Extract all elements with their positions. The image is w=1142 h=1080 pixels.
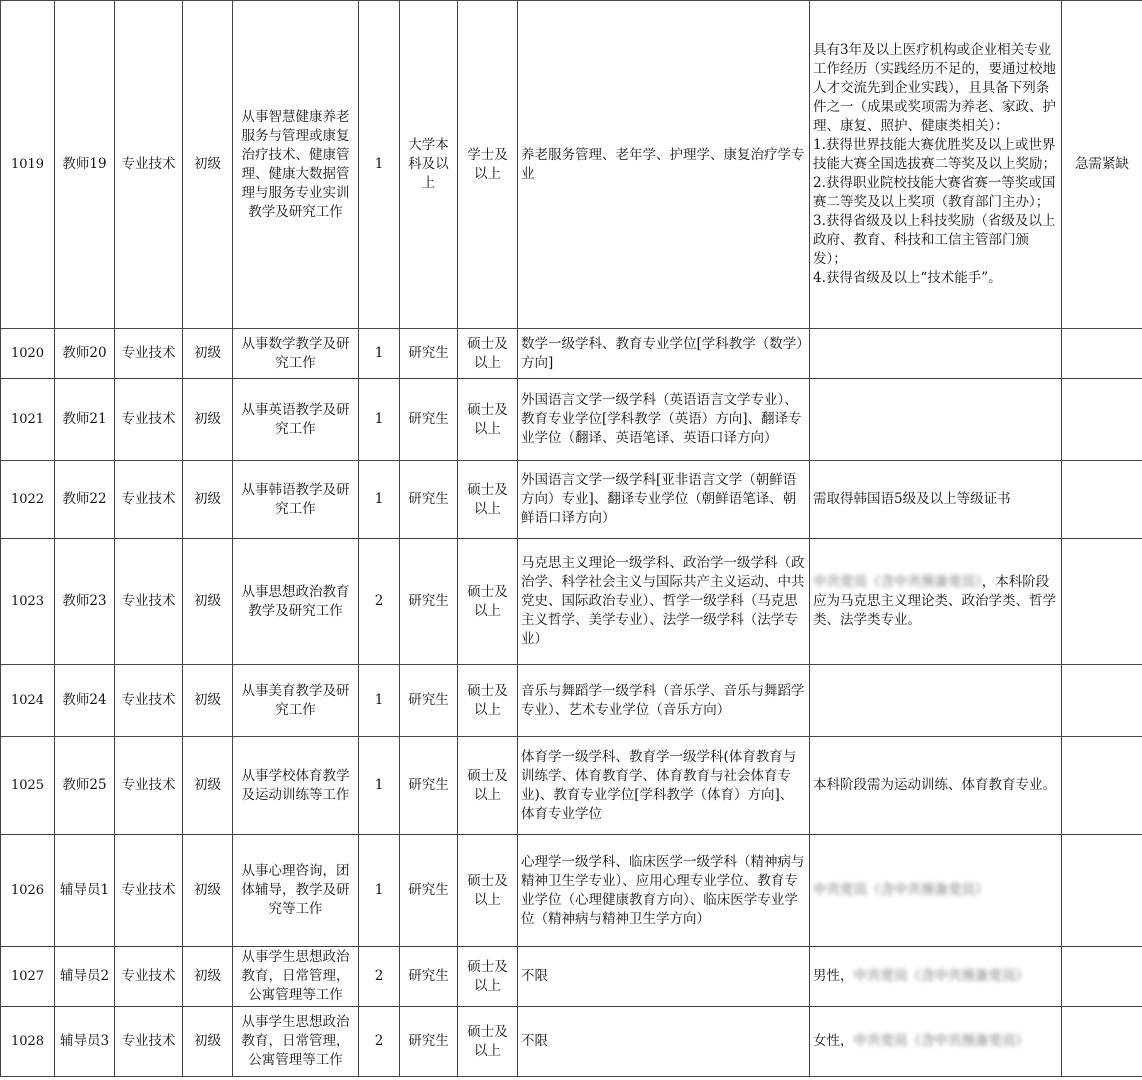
position-code-text: 1022: [10, 492, 45, 507]
position-title-cell: [55, 539, 115, 665]
position-title-text: 辅导员1: [59, 882, 110, 898]
remark-cell: [1062, 329, 1142, 379]
education-cell: [400, 1007, 458, 1077]
degree-text: 硕士及以上: [467, 335, 508, 371]
position-category-cell: [115, 1, 183, 329]
table-row: [1, 947, 1142, 1007]
position-category-cell: [115, 947, 183, 1007]
remark-cell: [1062, 947, 1142, 1007]
education-text: 研究生: [408, 593, 449, 609]
remark-cell: [1062, 379, 1142, 461]
remark-text: 急需紧缺: [1075, 156, 1129, 172]
position-title-text: 辅导员3: [59, 1033, 110, 1049]
table-row: [1, 737, 1142, 835]
job-duty-cell: [233, 329, 359, 379]
major-text: 马克思主义理论一级学科、政治学一级学科（政治学、科学社会主义与国际共产主义运动、中共党史、国际政治专业）、哲学一级学科（马克思主义哲学、美学专业）、法学一级学科（法学专业）: [521, 555, 805, 647]
position-level-cell: [183, 539, 233, 665]
position-code-text: 1021: [10, 412, 45, 427]
education-text: 研究生: [408, 345, 449, 361]
position-code-text: 1027: [10, 969, 45, 984]
education-text: 研究生: [408, 882, 449, 898]
job-duty-text: 从事英语教学及研究工作: [241, 401, 350, 437]
requirements-text: 男性，: [813, 968, 854, 984]
position-code-cell: [1, 461, 55, 539]
job-duty-cell: [233, 947, 359, 1007]
table-row: [1, 379, 1142, 461]
position-title-cell: [55, 329, 115, 379]
position-code-cell: [1, 737, 55, 835]
position-title-cell: [55, 379, 115, 461]
headcount-text: 2: [374, 968, 384, 984]
position-title-cell: [55, 835, 115, 947]
position-level-text: 初级: [194, 968, 221, 984]
remark-cell: [1062, 737, 1142, 835]
requirements-text: 具有3年及以上医疗机构或企业相关专业工作经历（实践经历不足的，要通过校地人才交流先到企业实践），且具备下列条件之一（成果或奖项需为养老、家政、护理、康复、照护、健康类相关）： 1.获得世界技能大赛优胜奖及以上或世界技能大赛全国选拔赛二等奖及以上奖励； 2.获得职业院校技能大赛省赛一等奖或国赛二等奖及以上奖项（教育部门主办）； 3.获得省级及以上科技奖励（省级及以上政府、教育、科技和工信主管部门颁发）； 4.获得省级及以上“技术能手”。: [813, 42, 1056, 286]
requirements-cell: [810, 947, 1062, 1007]
redacted-text: 中共党员（含中共预备党员）: [813, 574, 982, 590]
position-code-cell: [1, 1007, 55, 1077]
table-row: [1, 539, 1142, 665]
education-text: 大学本科及以上: [408, 137, 449, 191]
education-cell: [400, 539, 458, 665]
position-category-cell: [115, 1007, 183, 1077]
job-duty-text: 从事学生思想政治教育，日常管理，公寓管理等工作: [241, 1014, 350, 1068]
degree-cell: [458, 947, 518, 1007]
headcount-cell: [359, 737, 400, 835]
headcount-cell: [359, 1, 400, 329]
requirements-text: 需取得韩国语5级及以上等级证书: [813, 491, 1011, 507]
position-level-text: 初级: [194, 692, 221, 708]
job-duty-cell: [233, 835, 359, 947]
redacted-text: 中共党员（含中共预备党员）: [813, 882, 989, 898]
table-row: [1, 461, 1142, 539]
headcount-cell: [359, 379, 400, 461]
job-duty-text: 从事韩语教学及研究工作: [241, 481, 350, 517]
headcount-text: 1: [374, 491, 384, 507]
degree-cell: [458, 835, 518, 947]
requirements-text: 本科阶段需为运动训练、体育教育专业。: [813, 777, 1056, 793]
degree-text: 硕士及以上: [467, 767, 508, 803]
requirements-cell: [810, 665, 1062, 737]
position-title-cell: [55, 461, 115, 539]
major-cell: [518, 835, 810, 947]
position-category-text: 专业技术: [121, 968, 176, 984]
headcount-text: 1: [374, 882, 384, 898]
position-category-cell: [115, 329, 183, 379]
position-level-text: 初级: [194, 345, 221, 361]
degree-cell: [458, 1007, 518, 1077]
degree-cell: [458, 379, 518, 461]
degree-cell: [458, 461, 518, 539]
major-text: 心理学一级学科、临床医学一级学科（精神病与精神卫生学专业）、应用心理专业学位、教育专业学位（心理健康教育方向）、临床医学专业学位（精神病与精神卫生学方向）: [521, 853, 805, 927]
table-row: [1, 329, 1142, 379]
major-text: 体育学一级学科、教育学一级学科(体育教育与训练学、体育教育学、体育教育与社会体育专业)、教育专业学位[学科教学（体育）方向]、体育专业学位: [521, 748, 797, 822]
position-title-text: 教师19: [62, 156, 107, 172]
job-duty-cell: [233, 461, 359, 539]
headcount-cell: [359, 665, 400, 737]
position-category-text: 专业技术: [121, 1033, 176, 1049]
position-level-cell: [183, 737, 233, 835]
position-code-text: 1019: [10, 157, 45, 172]
major-text: 不限: [521, 1033, 548, 1049]
position-title-text: 教师24: [62, 692, 107, 708]
position-category-cell: [115, 539, 183, 665]
redacted-text: 中共党员（含中共预备党员）: [853, 968, 1029, 984]
headcount-text: 1: [374, 692, 384, 708]
position-category-text: 专业技术: [121, 491, 176, 507]
job-duty-text: 从事美育教学及研究工作: [241, 682, 350, 718]
position-title-cell: [55, 947, 115, 1007]
headcount-cell: [359, 461, 400, 539]
position-category-cell: [115, 835, 183, 947]
headcount-cell: [359, 835, 400, 947]
job-duty-text: 从事心理咨询，团体辅导，教学及研究等工作: [241, 863, 350, 917]
major-cell: [518, 665, 810, 737]
table-body: [1, 1, 1142, 1077]
major-cell: [518, 1, 810, 329]
requirements-cell: [810, 379, 1062, 461]
degree-text: 硕士及以上: [467, 682, 508, 718]
education-cell: [400, 461, 458, 539]
requirements-text: 女性，: [813, 1033, 854, 1049]
position-category-text: 专业技术: [121, 593, 176, 609]
position-category-text: 专业技术: [121, 777, 176, 793]
position-category-text: 专业技术: [121, 882, 176, 898]
headcount-cell: [359, 947, 400, 1007]
position-code-text: 1028: [10, 1034, 45, 1049]
requirements-cell: [810, 737, 1062, 835]
degree-text: 硕士及以上: [467, 1023, 508, 1059]
redacted-text: 中共党员（含中共预备党员）: [853, 1033, 1029, 1049]
major-cell: [518, 329, 810, 379]
position-level-text: 初级: [194, 411, 221, 427]
education-cell: [400, 947, 458, 1007]
requirements-cell: [810, 539, 1062, 665]
position-level-text: 初级: [194, 491, 221, 507]
requirements-text: ，本科阶段应为马克思主义理论类、政治学类、哲学类、法学类专业。: [813, 574, 1056, 628]
position-level-cell: [183, 1, 233, 329]
education-cell: [400, 835, 458, 947]
education-text: 研究生: [408, 1033, 449, 1049]
position-title-cell: [55, 1, 115, 329]
headcount-cell: [359, 1007, 400, 1077]
table-row: [1, 835, 1142, 947]
position-category-text: 专业技术: [121, 156, 176, 172]
requirements-cell: [810, 835, 1062, 947]
position-level-cell: [183, 1007, 233, 1077]
job-duty-cell: [233, 539, 359, 665]
remark-cell: [1062, 1007, 1142, 1077]
major-text: 养老服务管理、老年学、护理学、康复治疗学专业: [521, 146, 805, 182]
degree-text: 硕士及以上: [467, 872, 508, 908]
position-title-text: 辅导员2: [59, 968, 110, 984]
degree-text: 硕士及以上: [467, 958, 508, 994]
position-category-cell: [115, 379, 183, 461]
position-level-cell: [183, 379, 233, 461]
headcount-text: 2: [374, 593, 384, 609]
major-text: 数学一级学科、教育专业学位[学科教学（数学）方向]: [521, 335, 804, 371]
major-cell: [518, 461, 810, 539]
position-title-cell: [55, 1007, 115, 1077]
education-text: 研究生: [408, 491, 449, 507]
position-title-cell: [55, 665, 115, 737]
education-cell: [400, 1, 458, 329]
position-code-text: 1026: [10, 883, 45, 898]
position-level-cell: [183, 947, 233, 1007]
job-duty-text: 从事思想政治教育教学及研究工作: [241, 583, 350, 619]
remark-cell: [1062, 835, 1142, 947]
position-level-cell: [183, 665, 233, 737]
headcount-text: 1: [374, 777, 384, 793]
job-duty-cell: [233, 1007, 359, 1077]
education-text: 研究生: [408, 968, 449, 984]
position-level-cell: [183, 835, 233, 947]
degree-text: 硕士及以上: [467, 481, 508, 517]
position-title-text: 教师20: [62, 345, 107, 361]
position-category-cell: [115, 461, 183, 539]
headcount-cell: [359, 539, 400, 665]
requirements-cell: [810, 1, 1062, 329]
position-category-cell: [115, 665, 183, 737]
position-title-cell: [55, 737, 115, 835]
requirements-cell: [810, 461, 1062, 539]
education-text: 研究生: [408, 777, 449, 793]
position-category-cell: [115, 737, 183, 835]
degree-cell: [458, 737, 518, 835]
job-duty-cell: [233, 737, 359, 835]
position-title-text: 教师22: [62, 491, 107, 507]
major-text: 外国语言文学一级学科（英语语言文学专业）、教育专业学位[学科教学（英语）方向]、翻译专业学位（翻译、英语笔译、英语口译方向）: [521, 392, 802, 446]
job-duty-cell: [233, 1, 359, 329]
education-text: 研究生: [408, 411, 449, 427]
requirements-cell: [810, 329, 1062, 379]
major-text: 音乐与舞蹈学一级学科（音乐学、音乐与舞蹈学专业）、艺术专业学位（音乐方向）: [521, 682, 805, 718]
position-code-cell: [1, 947, 55, 1007]
job-duty-cell: [233, 665, 359, 737]
position-title-text: 教师25: [62, 777, 107, 793]
education-cell: [400, 737, 458, 835]
major-cell: [518, 539, 810, 665]
job-duty-text: 从事智慧健康养老服务与管理或康复治疗技术、健康管理、健康大数据管理与服务专业实训教学及研究工作: [241, 108, 350, 220]
position-code-cell: [1, 539, 55, 665]
position-code-cell: [1, 835, 55, 947]
requirements-cell: [810, 1007, 1062, 1077]
job-duty-text: 从事学校体育教学及运动训练等工作: [241, 767, 350, 803]
degree-text: 硕士及以上: [467, 583, 508, 619]
headcount-text: 1: [374, 411, 384, 427]
remark-cell: [1062, 539, 1142, 665]
headcount-text: 2: [374, 1033, 384, 1049]
major-cell: [518, 947, 810, 1007]
degree-text: 学士及以上: [467, 146, 508, 182]
education-cell: [400, 665, 458, 737]
major-cell: [518, 1007, 810, 1077]
major-text: 外国语言文学一级学科[亚非语言文学（朝鲜语方向）专业]、翻译专业学位（朝鲜语笔译、朝鲜语口译方向）: [521, 472, 797, 526]
position-level-text: 初级: [194, 777, 221, 793]
degree-cell: [458, 665, 518, 737]
degree-cell: [458, 329, 518, 379]
major-cell: [518, 379, 810, 461]
job-duty-cell: [233, 379, 359, 461]
major-text: 不限: [521, 968, 548, 984]
education-cell: [400, 329, 458, 379]
position-code-cell: [1, 379, 55, 461]
position-category-text: 专业技术: [121, 692, 176, 708]
remark-cell: [1062, 665, 1142, 737]
major-cell: [518, 737, 810, 835]
remark-cell: [1062, 1, 1142, 329]
table-row: [1, 1007, 1142, 1077]
degree-cell: [458, 1, 518, 329]
headcount-cell: [359, 329, 400, 379]
degree-text: 硕士及以上: [467, 401, 508, 437]
remark-cell: [1062, 461, 1142, 539]
position-title-text: 教师23: [62, 593, 107, 609]
table-row: [1, 665, 1142, 737]
position-code-text: 1024: [10, 693, 45, 708]
position-title-text: 教师21: [62, 411, 107, 427]
position-level-cell: [183, 461, 233, 539]
job-duty-text: 从事数学教学及研究工作: [241, 335, 350, 371]
position-level-text: 初级: [194, 1033, 221, 1049]
position-category-text: 专业技术: [121, 345, 176, 361]
position-level-text: 初级: [194, 882, 221, 898]
job-duty-text: 从事学生思想政治教育，日常管理，公寓管理等工作: [241, 949, 350, 1003]
position-level-cell: [183, 329, 233, 379]
position-code-cell: [1, 665, 55, 737]
degree-cell: [458, 539, 518, 665]
position-code-cell: [1, 1, 55, 329]
position-code-text: 1025: [10, 778, 45, 793]
headcount-text: 1: [374, 156, 384, 172]
position-level-text: 初级: [194, 593, 221, 609]
position-code-cell: [1, 329, 55, 379]
table-row: [1, 1, 1142, 329]
position-level-text: 初级: [194, 156, 221, 172]
position-code-text: 1020: [10, 346, 45, 361]
position-category-text: 专业技术: [121, 411, 176, 427]
headcount-text: 1: [374, 345, 384, 361]
education-text: 研究生: [408, 692, 449, 708]
education-cell: [400, 379, 458, 461]
position-code-text: 1023: [10, 594, 45, 609]
